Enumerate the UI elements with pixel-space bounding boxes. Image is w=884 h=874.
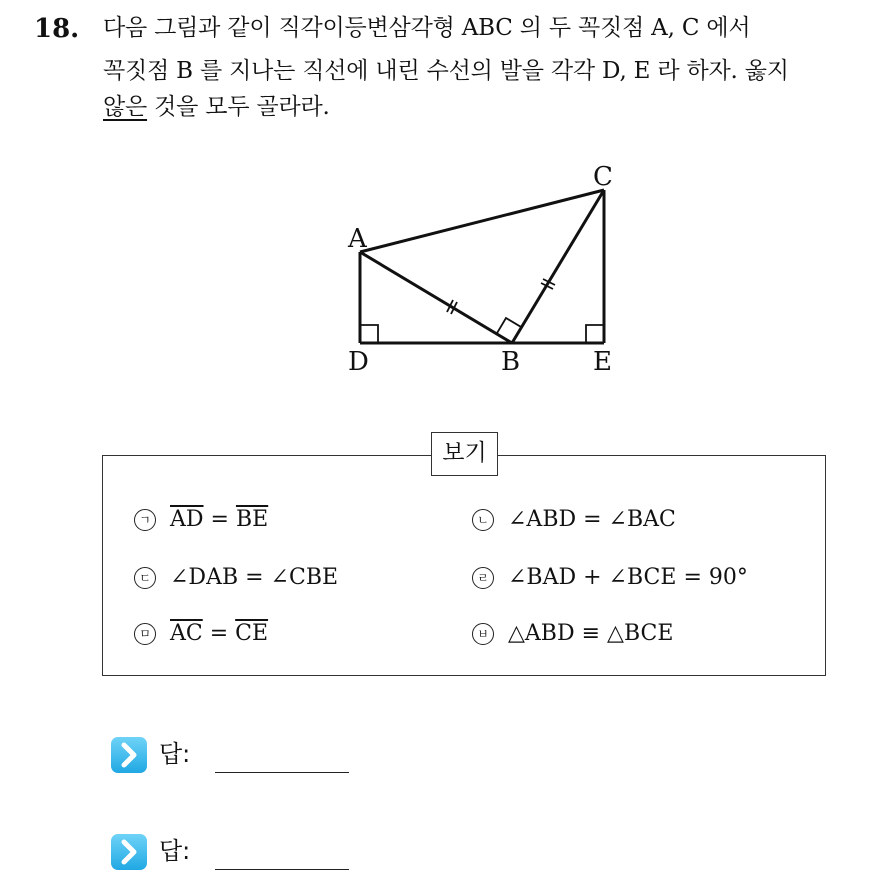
segment-AC <box>360 190 604 252</box>
choice-6 <box>472 619 673 649</box>
choice-marker-5: ㅁ <box>134 623 156 645</box>
choice-expression-1 <box>170 507 268 532</box>
segment-BC <box>512 190 604 343</box>
right-angle-mark-D <box>360 325 378 343</box>
chevron-right-icon <box>111 737 147 773</box>
choice-marker-3: ㄷ <box>134 567 156 589</box>
answer-blank-1[interactable] <box>215 772 349 773</box>
underlined-emphasis: 않은 <box>103 94 148 120</box>
vertex-label-C: C <box>593 162 613 192</box>
choice-1 <box>134 505 268 535</box>
equals-sign: = <box>202 621 236 646</box>
choice-4 <box>472 563 748 593</box>
right-angle-mark-E <box>586 325 604 343</box>
segment-AB <box>360 252 512 343</box>
vertex-label-A: A <box>348 224 367 254</box>
question-text-line-2: 꼭짓점 B 를 지나는 직선에 내린 수선의 발을 각각 D, E 라 하자. 옳지 <box>103 58 789 84</box>
answer-label: 답: <box>159 837 191 865</box>
question-number: 18. <box>34 14 80 44</box>
choice-3 <box>134 563 338 593</box>
answer-blank-2[interactable] <box>215 869 349 870</box>
vertex-label-D: D <box>348 347 369 377</box>
choice-marker-2: ㄴ <box>472 509 494 531</box>
choice-expression-3: ∠DAB = ∠CBE <box>170 565 339 590</box>
triangle-figure <box>0 0 884 400</box>
segment-CE-overline: $\overline{CE}$ <box>235 621 269 646</box>
choice-expression-2: ∠ABD = ∠BAC <box>508 507 676 532</box>
segment-BE-overline: $\overline{BE}$ <box>235 507 269 532</box>
choice-marker-4: ㄹ <box>472 567 494 589</box>
vertex-label-E: E <box>593 347 612 377</box>
choice-marker-1: ㄱ <box>134 509 156 531</box>
choice-expression-4: ∠BAD + ∠BCE = 90° <box>508 565 748 590</box>
vertex-label-B: B <box>501 347 521 377</box>
choice-expression-5 <box>170 621 268 646</box>
choice-5 <box>134 619 268 649</box>
segment-AD-overline: $\overline{AD}$ <box>170 507 204 532</box>
choice-2 <box>472 505 676 535</box>
question-text-line-3-rest: 것을 모두 골라라. <box>147 94 330 120</box>
choice-marker-6: ㅂ <box>472 623 494 645</box>
equals-sign: = <box>203 507 236 532</box>
chevron-right-icon <box>111 834 147 870</box>
choice-expression-6: △ABD ≡ △BCE <box>508 621 674 646</box>
segment-AC-overline: $\overline{AC}$ <box>170 621 203 646</box>
question-text-line-1: 다음 그림과 같이 직각이등변삼각형 ABC 의 두 꼭짓점 A, C 에서 <box>103 15 751 41</box>
answer-label: 답: <box>159 740 191 768</box>
bogi-title: 보기 <box>431 432 498 476</box>
